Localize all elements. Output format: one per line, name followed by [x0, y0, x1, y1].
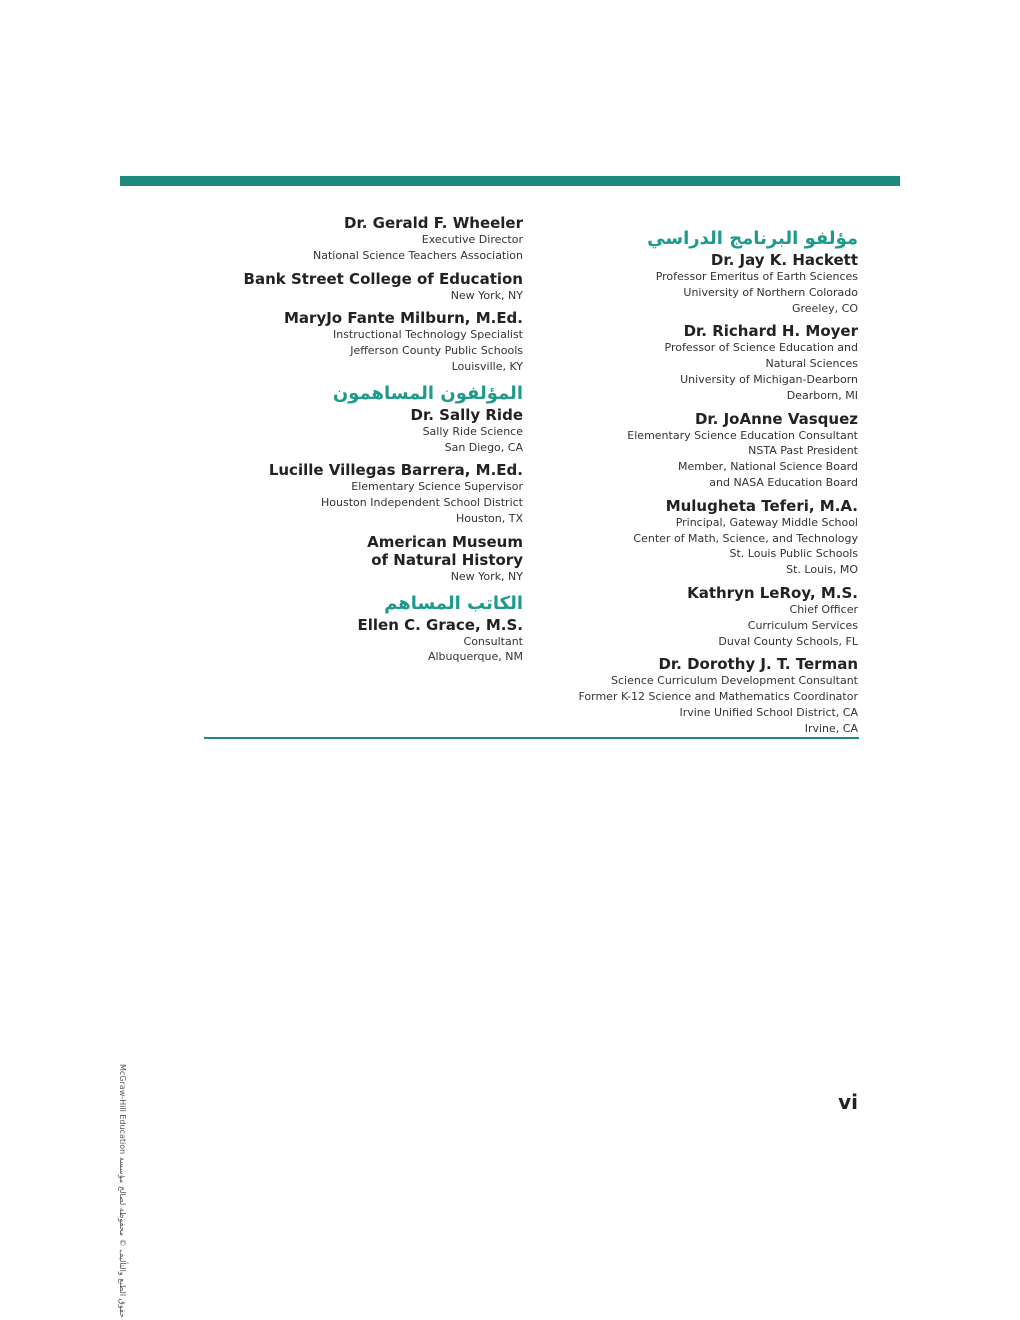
credit-line: Sally Ride Science [422, 424, 523, 438]
credit-line: Curriculum Services [747, 618, 858, 632]
credit-entry [240, 461, 523, 526]
credit-line: Executive Director [421, 233, 523, 246]
contributing-authors-heading: المؤلفون المساهمون [332, 382, 523, 404]
credit-entry [240, 533, 523, 585]
credit-entry [240, 616, 523, 666]
credit-line: Irvine Unified School District, CA [679, 705, 858, 719]
credit-line: Professor of Science Education and [664, 341, 858, 355]
page-number: vi [838, 1090, 858, 1114]
institution-name: American Museum [367, 532, 523, 551]
right-column [540, 228, 858, 743]
credit-line: St. Louis, MO [786, 563, 858, 577]
credit-line: Former K-12 Science and Mathematics Coordinator [578, 690, 858, 704]
credit-line: Louisville, KY [451, 359, 523, 373]
credit-line: Member, National Science Board [677, 460, 858, 474]
credit-line: Consultant [463, 634, 523, 648]
credit-line: University of Northern Colorado [683, 285, 858, 299]
person-name: Dr. Jay K. Hackett [710, 251, 858, 269]
credit-line: Professor Emeritus of Earth Sciences [655, 270, 858, 283]
credit-entry [240, 270, 523, 304]
credit-entry [540, 497, 858, 578]
credit-line: Houston Independent School District [321, 496, 523, 510]
credit-line: Jefferson County Public Schools [350, 344, 523, 358]
credit-entry [540, 410, 858, 491]
person-name: Kathryn LeRoy, M.S. [687, 583, 858, 602]
credit-entry [540, 251, 858, 316]
credit-line: Greeley, CO [791, 301, 858, 315]
credit-line: Elementary Science Supervisor [351, 480, 523, 494]
credit-line: and NASA Education Board [709, 475, 858, 489]
person-name: Lucille Villegas Barrera, M.Ed. [268, 461, 523, 480]
credit-line: Irvine, CA [804, 721, 858, 735]
credit-line: Instructional Technology Specialist [332, 328, 523, 342]
institution-name: Bank Street College of Education [243, 269, 523, 288]
bottom-divider [204, 737, 859, 739]
person-name: Dr. JoAnne Vasquez [694, 409, 858, 428]
credit-line: Albuquerque, NM [427, 650, 523, 664]
credit-line: Principal, Gateway Middle School [675, 515, 858, 529]
person-name: Dr. Dorothy J. T. Terman [658, 655, 858, 674]
person-name: Dr. Sally Ride [410, 405, 523, 424]
credit-entry [240, 406, 523, 456]
institution-name: of Natural History [371, 550, 523, 569]
contributing-writer-heading: الكاتب المساهم [384, 592, 523, 614]
person-name: Dr. Gerald F. Wheeler [344, 214, 523, 232]
credit-line: Science Curriculum Development Consultant [611, 674, 858, 688]
credit-line: San Diego, CA [444, 440, 523, 454]
credit-line: St. Louis Public Schools [729, 547, 858, 561]
person-name: MaryJo Fante Milburn, M.Ed. [284, 309, 523, 328]
credit-line: NSTA Past President [748, 444, 858, 458]
credit-line: New York, NY [450, 288, 523, 302]
credit-entry [540, 322, 858, 403]
credit-line: Houston, TX [456, 511, 523, 525]
copyright-notice: حقوق الطبع والتأليف © محفوظة لصالح مؤسسة McGraw-Hill Education [118, 1064, 127, 1318]
person-name: Dr. Richard H. Moyer [683, 322, 858, 341]
credit-line: National Science Teachers Association [313, 248, 523, 262]
program-authors-heading: مؤلفو البرنامج الدراسي [647, 228, 858, 249]
credit-line: Elementary Science Education Consultant [627, 428, 858, 442]
credit-line: Chief Officer [789, 602, 858, 616]
credit-entry [240, 214, 523, 264]
person-name: Ellen C. Grace, M.S. [357, 615, 523, 634]
left-column [240, 214, 523, 671]
credit-line: Center of Math, Science, and Technology [633, 531, 858, 545]
credit-entry [540, 655, 858, 736]
credit-line: Duval County Schools, FL [718, 634, 858, 648]
top-accent-bar [120, 176, 900, 186]
credit-entry [540, 584, 858, 649]
credit-entry [240, 309, 523, 374]
credit-line: Natural Sciences [765, 357, 858, 371]
credit-line: University of Michigan-Dearborn [680, 372, 858, 386]
person-name: Mulugheta Teferi, M.A. [665, 496, 858, 515]
credit-line: New York, NY [450, 569, 523, 583]
credit-line: Dearborn, MI [786, 388, 858, 402]
